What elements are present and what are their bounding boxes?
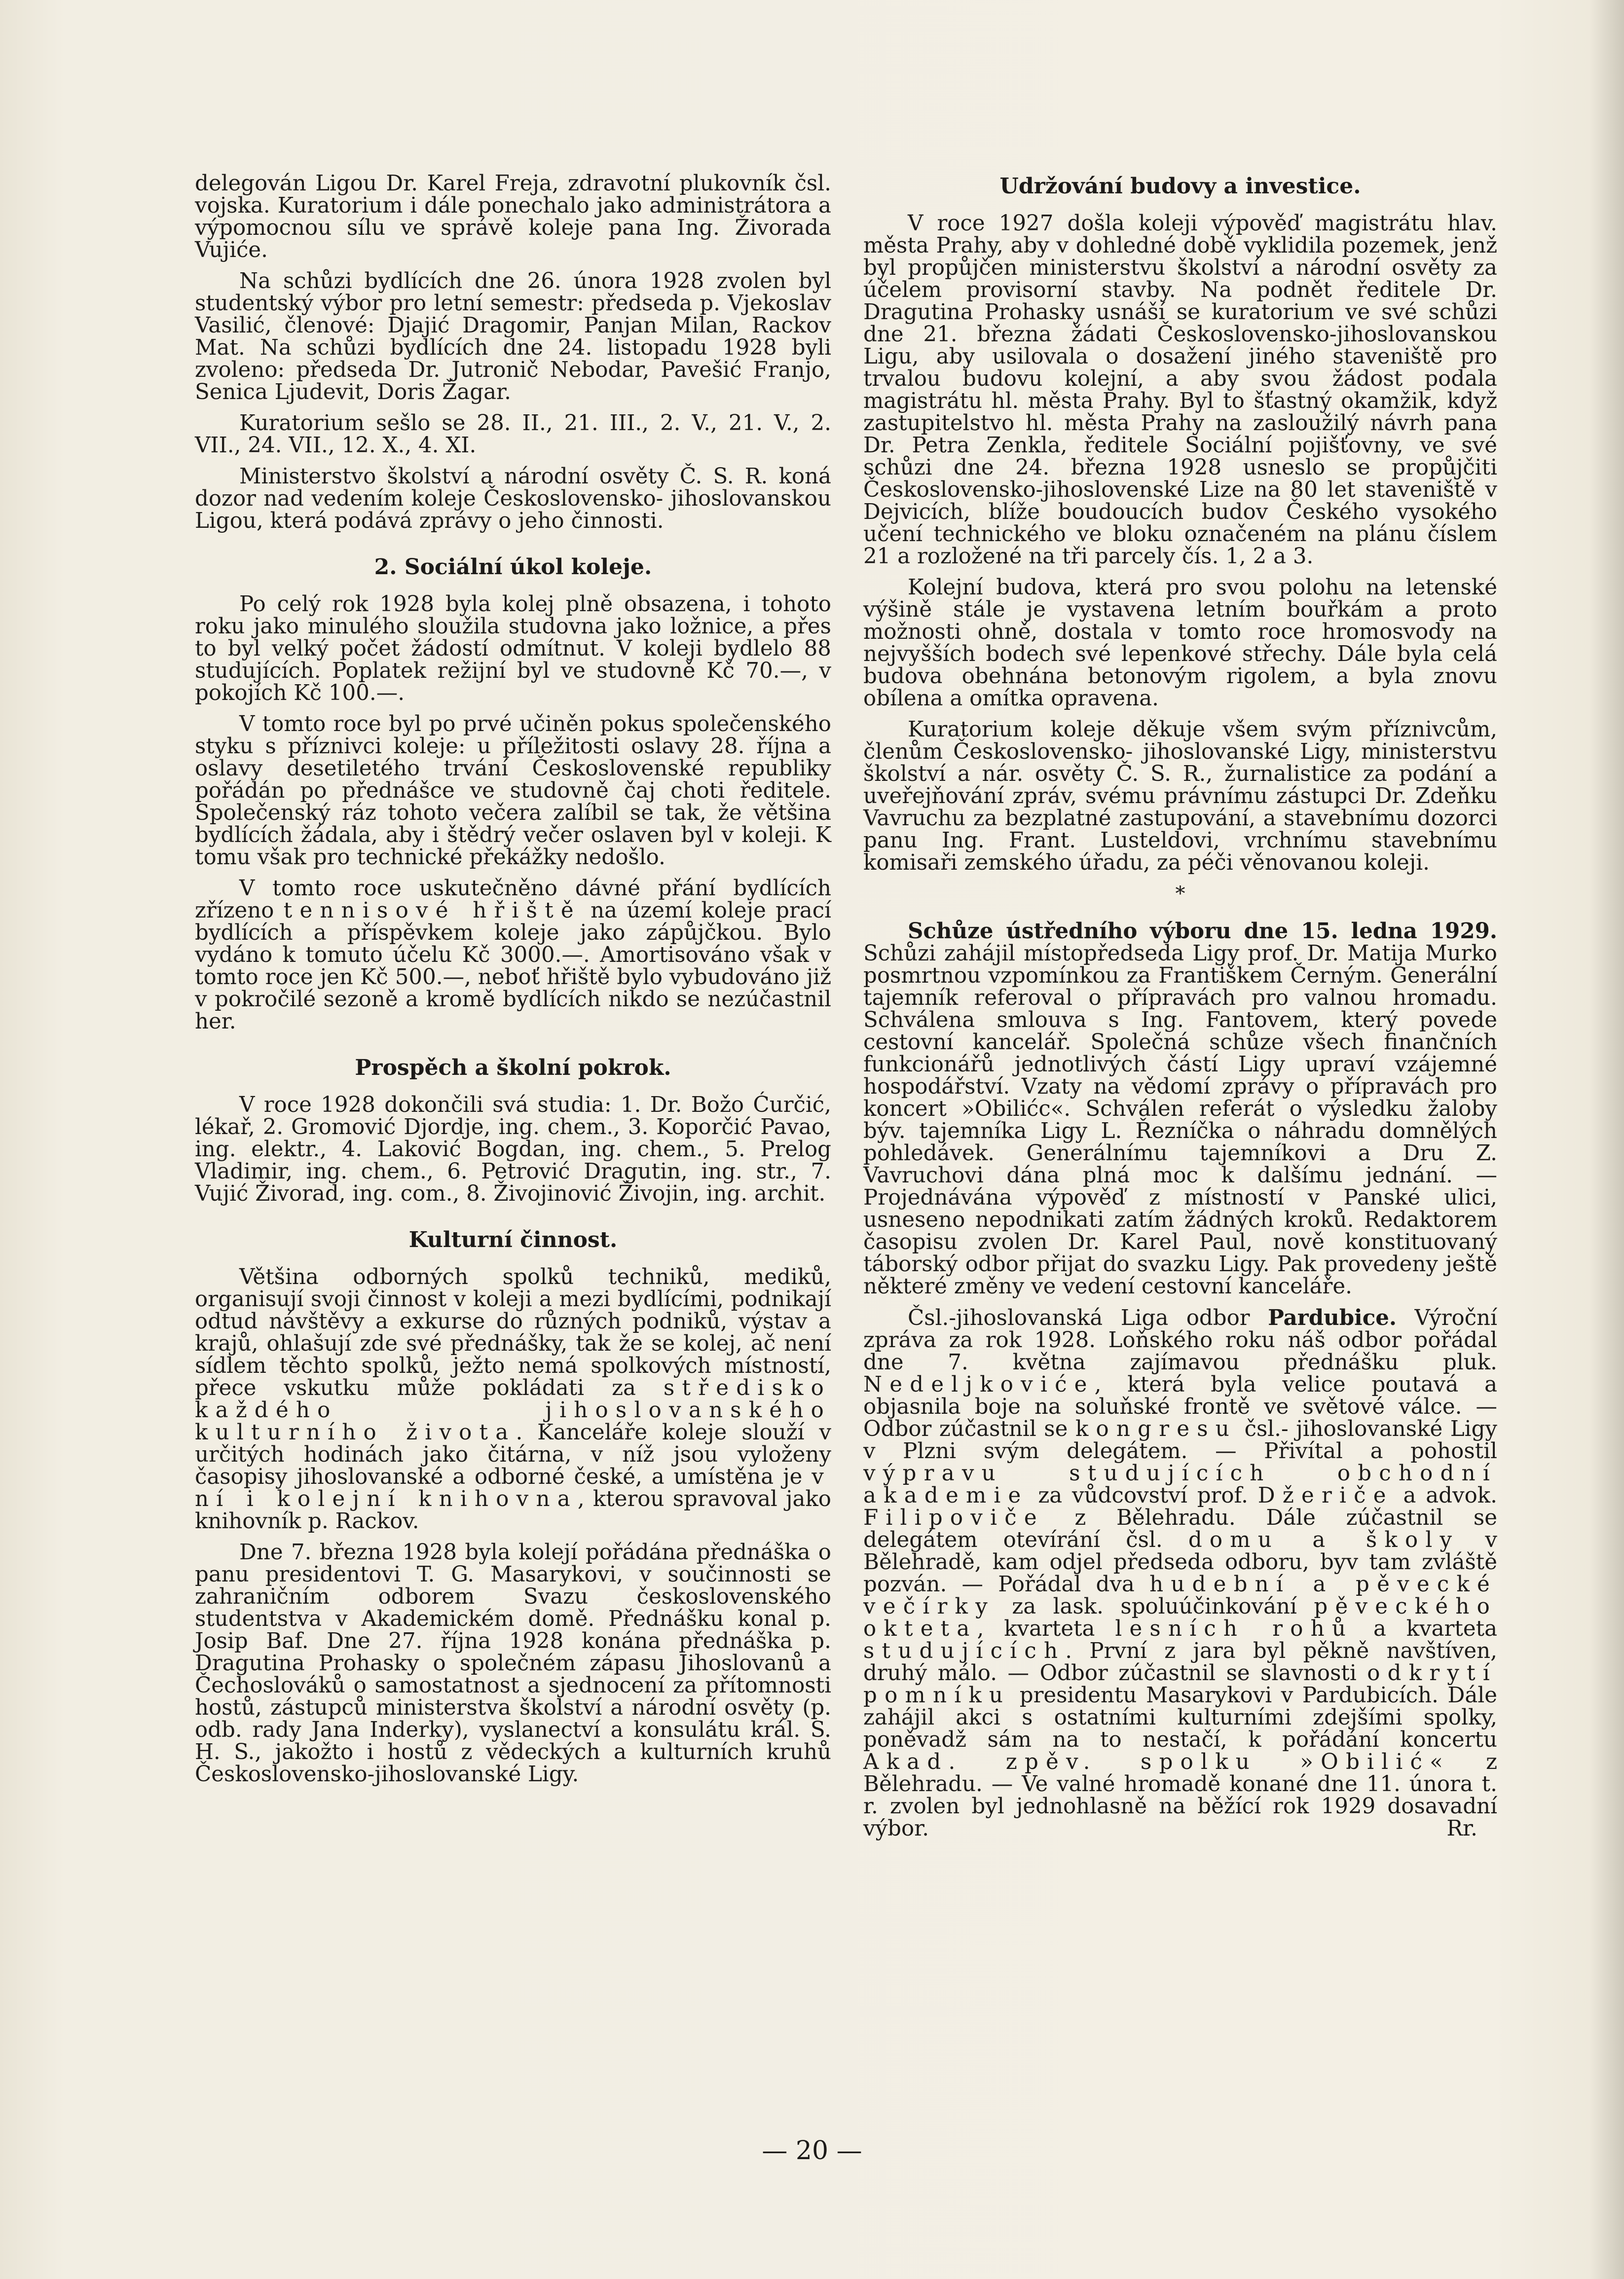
paragraph: Dne 7. března 1928 byla kolejí pořádána přednáška o panu presidentovi T. G. Masarykovi, v součinnosti se zahraničním odborem Svazu československého studentstva v Akademickém domě. Přednášku konal p. Josip Baf. Dne 27. října 1928 konána přednáška p. Dragutina Prohasky o společném zápasu Jihoslovanů a Čechoslováků o samostatnost a sjednocení za přítomnosti hostů, zástupců ministerstva školství a národní osvěty (p. odb. rady Jana Inderky), vyslanectví a konsulátu král. S. H. S., jakožto i hostů z vědeckých a kulturních kruhů Československo-jihoslovanské Ligy.	[195, 1540, 831, 1787]
paragraph: Kolejní budova, která pro svou polohu na letenské výšině stále je vystavena letním bouřkám a proto možnosti ohně, dostala v tomto roce hromosvody na nejvyšších bodech své lepenkové střechy. Dále byla celá budova obehnána betonovým rigolem, a byla znovu obílena a omítka opravena.	[863, 575, 1497, 711]
right-column	[863, 175, 1497, 1849]
paragraph: Schůze ústředního výboru dne 15. ledna 1929. Schůzi zahájil místopředseda Ligy prof. Dr. Matija Murko posmrtnou vzpomínkou za Františkem Černým. Generální tajemník referoval o přípravách pro valnou hromadu. Schválena smlouva s Ing. Fantovem, který povede cestovní kancelář. Společná schůze všech finančních funkcionářů jednotlivých částí Ligy upraví vzájemné hospodářství. Vzaty na vědomí zprávy o přípravách pro koncert »Obilićc«. Schválen referát o výsledku žaloby býv. tajemníka Ligy L. Řezníčka o náhradu domnělých pohledávek. Generálnímu tajemníkovi a Dru Z. Vavruchovi dána plná moc k dalšímu jednání. — Projednávána výpověď z místností v Panské ulici, usneseno nepodnikati zatím žádných kroků. Redaktorem časopisu zvolen Dr. Karel Paul, nově konstituovaný táborský odbor přijat do svazku Ligy. Pak provedeny ještě některé změny ve vedení cestovní kanceláře.	[863, 919, 1497, 1299]
paragraph: Čsl.-jihoslovanská Liga odbor Pardubice. Výroční zpráva za rok 1928. Loňského roku náš odbor pořádal dne 7. května zajímavou přednášku pluk. Nedeljkoviće, která byla velice poutavá a objasnila boje na soluňské frontě ve světové válce. — Odbor zúčastnil se kongresu čsl.- jihoslovanské Ligy v Plzni svým delegátem. — Přivítal a pohostil výpravu studujících obchodní akademie za vůdcovství prof. Džeriče a advok. Filipoviče z Bělehradu. Dále zúčastnil se delegátem otevírání čsl. domu a školy v Bělehradě, kam odjel předseda odboru, byv tam zvláště pozván. — Pořádal dva hudební a pěvecké večírky za lask. spoluúčinkování pěveckého okteta, kvarteta lesních rohů a kvarteta studujících. První z jara byl pěkně navštíven, druhý málo. — Odbor zúčastnil se slavnosti odkrytí pomníku presidentu Masarykovi v Pardubicích. Dále zahájil akci s ostatními kulturními zdejšími spolky, poněvadž sám na to nestačí, k pořádání koncertu Akad. zpěv. spolku »Obilić« z Bělehradu. — Ve valné hromadě konané dne 11. února t. r. zvolen byl jednohlasně na běžící rok 1929 dosavadní výbor. Rr.	[863, 1305, 1498, 1841]
bold-place-name: Pardubice.	[1268, 1305, 1397, 1330]
paragraph: Kuratorium sešlo se 28. II., 21. III., 2. V., 21. V., 2. VII., 24. VII., 12. X., 4. XI.	[195, 411, 831, 458]
paragraph: V tomto roce uskutečněno dávné přání bydlících zřízeno tennisové hřiště na území koleje prací bydlících a příspěvkem koleje jako zápůjčkou. Bylo vydáno k tomuto účelu Kč 3000.—. Amortisováno však v tomto roce jen Kč 500.—, neboť hřiště bylo vybudováno již v pokročilé sezoně a kromě bydlících nikdo se nezúčastnil her.	[195, 876, 831, 1034]
section-heading-social: 2. Sociální úkol koleje.	[374, 554, 652, 580]
paragraph: V tomto roce byl po prvé učiněn pokus společenského styku s příznivci koleje: u příležitosti oslavy 28. října a oslavy desetiletého trvání Československé republiky pořádán po přednášce ve studovně čaj choti ředitele. Společenský ráz tohoto večera zalíbil se tak, že většina bydlících žádala, aby i štědrý večer oslaven byl v koleji. K tomu však pro technické překážky nedošlo.	[195, 712, 831, 870]
spaced-emphasis: Džeriče	[1257, 1483, 1394, 1508]
spaced-emphasis: domu a školy	[1188, 1528, 1460, 1552]
paragraph: delegován Ligou Dr. Karel Freja, zdravotní plukovník čsl. vojska. Kuratorium i dále ponechalo jako administrátora a výpomocnou sílu ve správě koleje pana Ing. Živorada Vujiće.	[195, 171, 831, 262]
section-divider-star: *	[1175, 882, 1185, 905]
spaced-emphasis: Nedeljkoviće	[863, 1372, 1095, 1397]
spaced-emphasis: tennisové hřiště	[283, 898, 581, 923]
spaced-emphasis: studujících	[863, 1639, 1066, 1663]
paragraph: V roce 1928 dokončili svá studia: 1. Dr. Božo Ćurčić, lékař, 2. Gromović Djordje, ing. chem., 3. Koporčić Pavao, ing. elektr., 4. Laković Bogdan, ing. chem., 5. Prelog Vladimir, ing. chem., 6. Petrović Dragutin, ing. str., 7. Vujić Živorad, ing. com., 8. Živojinović Živojin, ing. archit.	[195, 1093, 831, 1206]
paragraph: Většina odborných spolků techniků, mediků, organisují svoji činnost v koleji a mezi bydlícími, podnikají odtud návštěvy a exkurse do různých podniků, výstav a krajů, ohlašují zde své přednášky, tak že se kolej, ač není sídlem těchto spolků, ježto nemá spolkových místností, přece vskutku může pokládati za středisko každého jihoslovanského kulturního života. Kanceláře koleje slouží v určitých hodinách jako čitárna, v níž jsou vyloženy časopisy jihoslovanské a odborné české, a umístěna je v ní i kolejní knihovna, kterou spravoval jako knihovník p. Rackov.	[195, 1265, 832, 1534]
page-edge-shadow	[1589, 0, 1624, 2279]
meeting-heading: Schůze ústředního výboru dne 15. ledna 1929.	[908, 919, 1497, 944]
spaced-emphasis: středisko každého jihoslovanského kulturního života	[195, 1376, 831, 1445]
spaced-emphasis: výpravu studujících obchodní akademie	[863, 1461, 1497, 1508]
paragraph: Na schůzi bydlících dne 26. února 1928 zvolen byl studentský výbor pro letní semestr: předseda p. Vjekoslav Vasilić, členové: Djajić Dragomir, Panjan Milan, Rackov Mat. Na schůzi bydlících dne 24. listopadu 1928 byli zvoleno: předseda Dr. Jutronič Nebodar, Pavešić Franjo, Senica Ljudevit, Doris Žagar.	[195, 269, 831, 404]
spaced-emphasis: lesních rohů	[1115, 1617, 1354, 1641]
section-heading-progress: Prospěch a školní pokrok.	[355, 1055, 671, 1080]
spaced-emphasis: hudební a pěvecké večírky	[863, 1572, 1497, 1619]
paragraph: Kuratorium koleje děkuje všem svým příznivcům, členům Československo- jihoslovanské Ligy, ministerstvu školství a nár. osvěty Č. S. R., žurnalistice za podání a uveřejňování zpráv, svému právnímu zástupci Dr. Zdeňku Vavruchu za bezplatné zastupování, a stavebnímu dozorci panu Ing. Frant. Lusteldovi, vrchnímu stavebnímu komisaři zemského úřadu, za péči věnovanou koleji.	[863, 717, 1497, 875]
spaced-emphasis: Akad. zpěv. spolku »Obilić«	[863, 1750, 1450, 1774]
paragraph: Po celý rok 1928 byla kolej plně obsazena, i tohoto roku jako minulého sloužila studovna jako ložnice, a přes to byl velký počet žádostí odmítnut. V koleji bydlelo 88 studujících. Poplatek režijní byl ve studovně Kč 70.—, v pokojích Kč 100.—.	[195, 592, 831, 705]
spaced-emphasis: Filipoviče	[863, 1506, 1044, 1530]
author-signature: Rr.	[1446, 1816, 1477, 1841]
spaced-emphasis: pěveckého okteta	[863, 1594, 1497, 1641]
page-number: — 20 —	[762, 2136, 862, 2166]
left-column	[195, 173, 831, 1795]
spaced-emphasis: v ní i kolejní knihovna	[195, 1465, 831, 1511]
paragraph: V roce 1927 došla koleji výpověď magistrátu hlav. města Prahy, aby v dohledné době vyklidila pozemek, jenž byl propůjčen ministerstvu školství a národní osvěty za účelem provisorní stavby. Na podnět ředitele Dr. Dragutina Prohasky usnáší se kuratorium ve své schůzi dne 21. března žádati Československo-jihoslovanskou Ligu, aby usilovala o dosažení jiného staveniště pro trvalou budovu kolejní, a aby svou žádost podala magistrátu hl. města Prahy. Byl to šťastný okamžik, když zastupitelstvo hl. města Prahy na zasloužilý návrh pana Dr. Petra Zenkla, ředitele Sociální pojišťovny, ve své schůzi dne 24. března 1928 usneslo se propůjčiti Československo-jihoslovenské Lize na 80 let staveniště v Dejvicích, blíže boudoucích budov Českého vysokého učení technického ve bloku označeném na plánu číslem 21 a rozložené na tři parcely čís. 1, 2 a 3.	[863, 211, 1497, 569]
section-heading-culture: Kulturní činnost.	[408, 1227, 618, 1252]
section-heading-building: Udržování budovy a investice.	[999, 174, 1361, 199]
spaced-emphasis: kongresu	[1075, 1417, 1237, 1441]
paragraph: Ministerstvo školství a národní osvěty Č. S. R. koná dozor nad vedením koleje Československo- jihoslovanskou Ligou, která podává zprávy o jeho činnosti.	[195, 464, 831, 533]
spaced-emphasis: odkrytí pomníku	[863, 1661, 1497, 1708]
